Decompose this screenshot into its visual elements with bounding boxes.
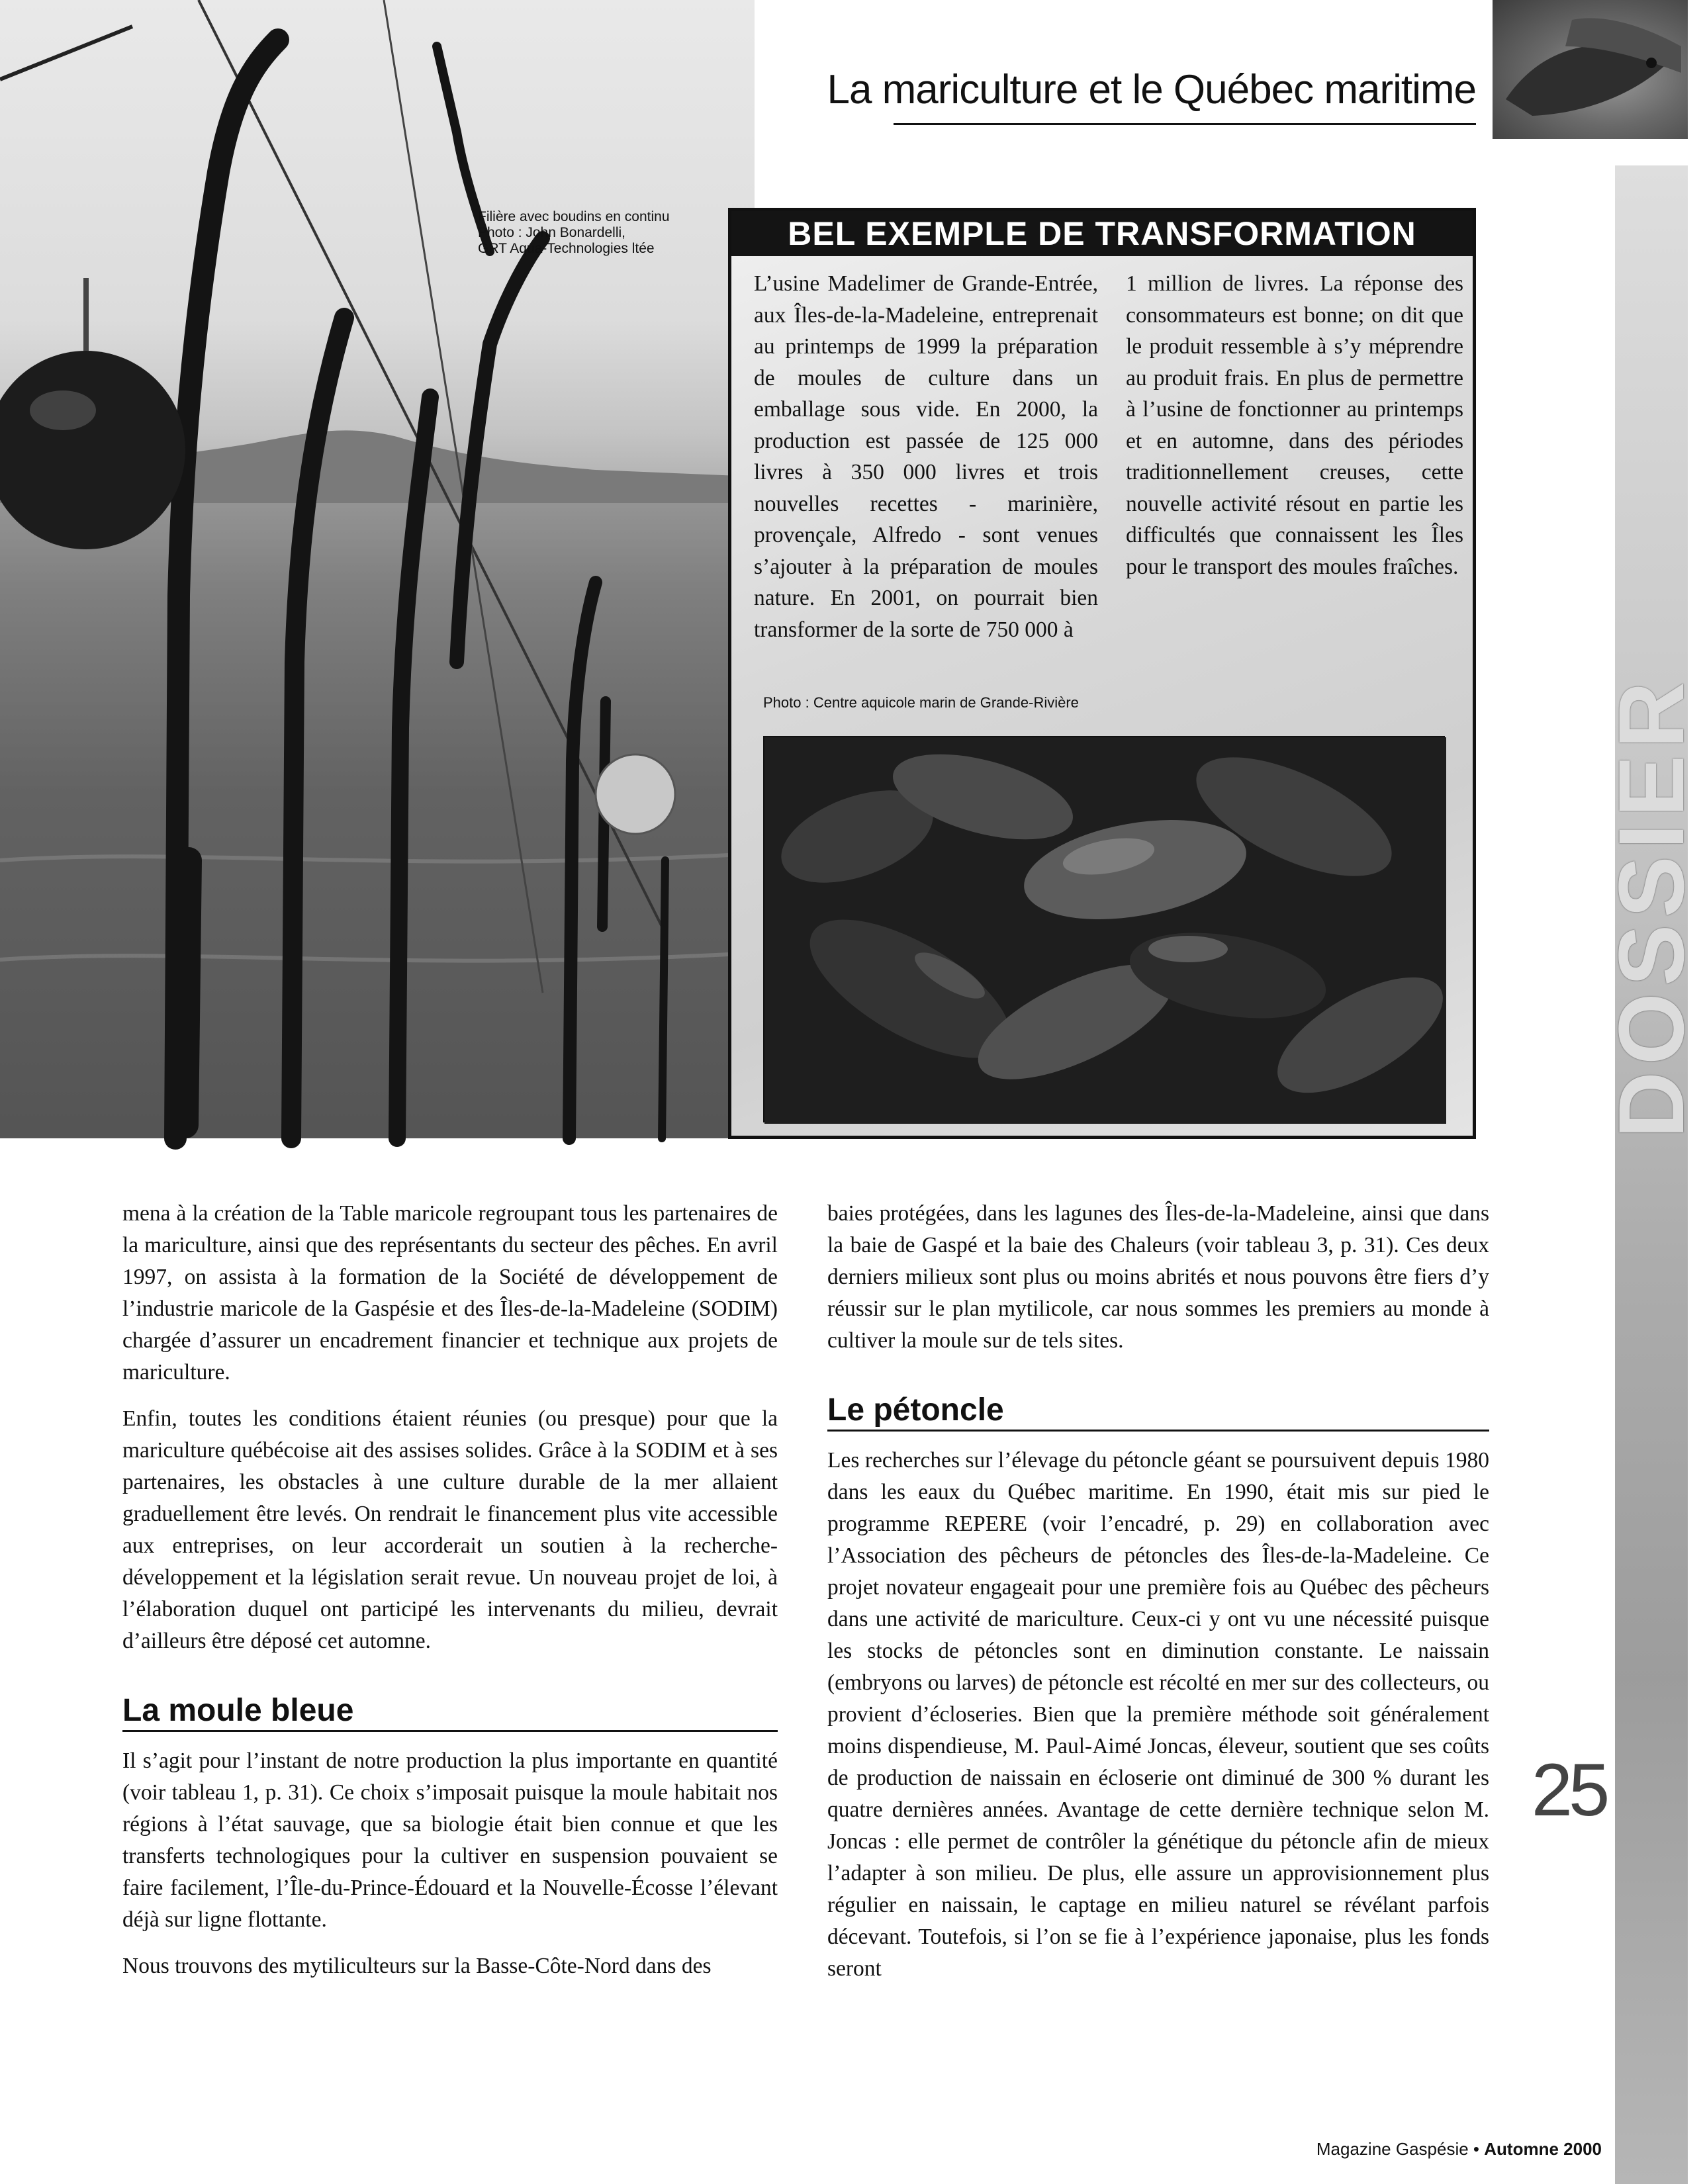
sidebar-text-left: L’usine Madelimer de Grande-Entrée, aux Îles-de-la-Madeleine, entreprenait au printemps de 1999 la préparation de moules de culture dans un emballage sous vide. En 2000, la production est passée de 125 000 livres à 350 000 livres et trois nouvelles recettes - marinière, provençale, Alfredo - sont venues s’ajouter à la préparation de moules nature. En 2001, on pourrait bien transformer de la sorte de 750 000 à (754, 271, 1098, 642)
footer-issue: Automne 2000 (1484, 2139, 1602, 2159)
mussel-lines-caption (478, 209, 716, 257)
footer-separator: • (1468, 2139, 1485, 2159)
paragraph: baies protégées, dans les lagunes des Îles-de-la-Madeleine, ainsi que dans la baie de Gaspé et la baie des Chaleurs (voir tableau 3, p. 31). Ces deux derniers milieux sont plus ou moins abrités et nous pouvons être fiers d’y réussir sur le plan mytilicole, car nous sommes les premiers au monde à cultiver la moule sur de tels sites. (827, 1201, 1489, 1353)
fish-photo (1493, 0, 1688, 139)
caption-line: Filière avec boudins en continu (478, 209, 670, 224)
paragraph: Il s’agit pour l’instant de notre production la plus importante en quantité (voir tableau 1, p. 31). Ce choix s’imposait puisque la moule habitait nos régions à l’état sauvage, que sa biologie était bien connue et que les transferts technologiques pour la cultiver en suspension pouvaient se faire facilement, l’Île-du-Prince-Édouard et la Nouvelle-Écosse l’élevant déjà sur ligne flottante. (122, 1749, 778, 1932)
caption-line: GRT Aqua-Technologies ltée (478, 241, 655, 256)
sidebar-text-right: 1 million de livres. La réponse des consommateurs est bonne; on dit que le produit ressemble à s’y méprendre au produit frais. En plus de permettre à l’usine de fonctionner au printemps et en automne, dans des périodes traditionnellement creuses, cette nouvelle activité résout en partie les difficultés que connaissent les Îles pour le transport des moules fraîches. (1126, 271, 1463, 579)
footer (1191, 2139, 1602, 2160)
section-heading-petoncle: Le pétoncle (827, 1392, 1489, 1432)
mussels-illustration (764, 737, 1446, 1124)
fish-illustration (1493, 0, 1688, 139)
mussel-lines-photo (0, 0, 755, 1138)
paragraph: Nous trouvons des mytiliculteurs sur la Basse-Côte-Nord dans des (122, 1954, 712, 1978)
page-title: La mariculture et le Québec maritime (827, 67, 1476, 113)
body-column-right (827, 1198, 1489, 1999)
body-column-left (122, 1198, 778, 1997)
footer-magazine: Magazine Gaspésie (1316, 2139, 1469, 2159)
section-label (1599, 629, 1703, 1185)
paragraph: mena à la création de la Table maricole regroupant tous les partenaires de la mariculture, ainsi que des représentants du secteur des pêches. En avril 1997, on assista à la formation de la Société de développement de l’industrie maricole de la Gaspésie et des Îles-de-la-Madeleine (SODIM) chargée d’assurer un encadrement financier et technique aux projets de mariculture. (122, 1201, 778, 1385)
mussels-photo-credit: Photo : Centre aquicole marin de Grande-Rivière (763, 694, 1079, 711)
paragraph: Les recherches sur l’élevage du pétoncle géant se poursuivent depuis 1980 dans les eaux du Québec maritime. En 1990, était mis sur pied le programme REPERE (voir l’encadré, p. 29) en collaboration avec l’Association des pêcheurs de pétoncles des Îles-de-la-Madeleine. Ce projet novateur engageait pour une première fois au Québec des pêcheurs dans une activité de mariculture. Ceux-ci y ont vu une nécessité puisque les stocks de pétoncles sont en diminution constante. Le naissain (embryons ou larves) de pétoncle est récolté en mer sur des collecteurs, ou provient d’écloseries. Bien que la première méthode soit généralement moins dispendieuse, M. Paul-Aimé Joncas, éleveur, soutient que ses coûts de production de naissain en écloserie ont diminué de 300 % durant les quatre dernières années. Avantage de cette dernière technique selon M. Joncas : elle permet de contrôler la génétique du pétoncle afin de mieux l’adapter à son milieu. De plus, elle assure un approvisionnement plus régulier en naissain, le captage en milieu naturel se révélant parfois décevant. Toutefois, si l’on se fie à l’expérience japonaise, plus les fonds seront (827, 1448, 1489, 1981)
sidebar-heading: BEL EXEMPLE DE TRANSFORMATION (731, 211, 1473, 256)
mussels-photo (763, 736, 1445, 1122)
section-label-text: DOSSIER (1599, 674, 1703, 1139)
buoy-small (596, 754, 675, 834)
header-rule (894, 123, 1476, 125)
mussel-lines-illustration (0, 0, 755, 1138)
page-number: 25 (1531, 1749, 1606, 1831)
caption-line: Photo : John Bonardelli, (478, 225, 625, 240)
paragraph: Enfin, toutes les conditions étaient réunies (ou presque) pour que la mariculture québécoise ait des assises solides. Grâce à la SODIM et à ses partenaires, les obstacles à une culture durable de la mer allaient graduellement être levés. On rendrait le financement plus vite accessible aux entreprises, on leur accorderait un soutien à la recherche-développement et la législation serait revue. Un nouveau projet de loi, à l’élaboration duquel ont participé les intervenants du milieu, devrait d’ailleurs être déposé cet automne. (122, 1406, 778, 1653)
sidebar-box (728, 208, 1476, 1139)
section-heading-moule: La moule bleue (122, 1693, 778, 1732)
